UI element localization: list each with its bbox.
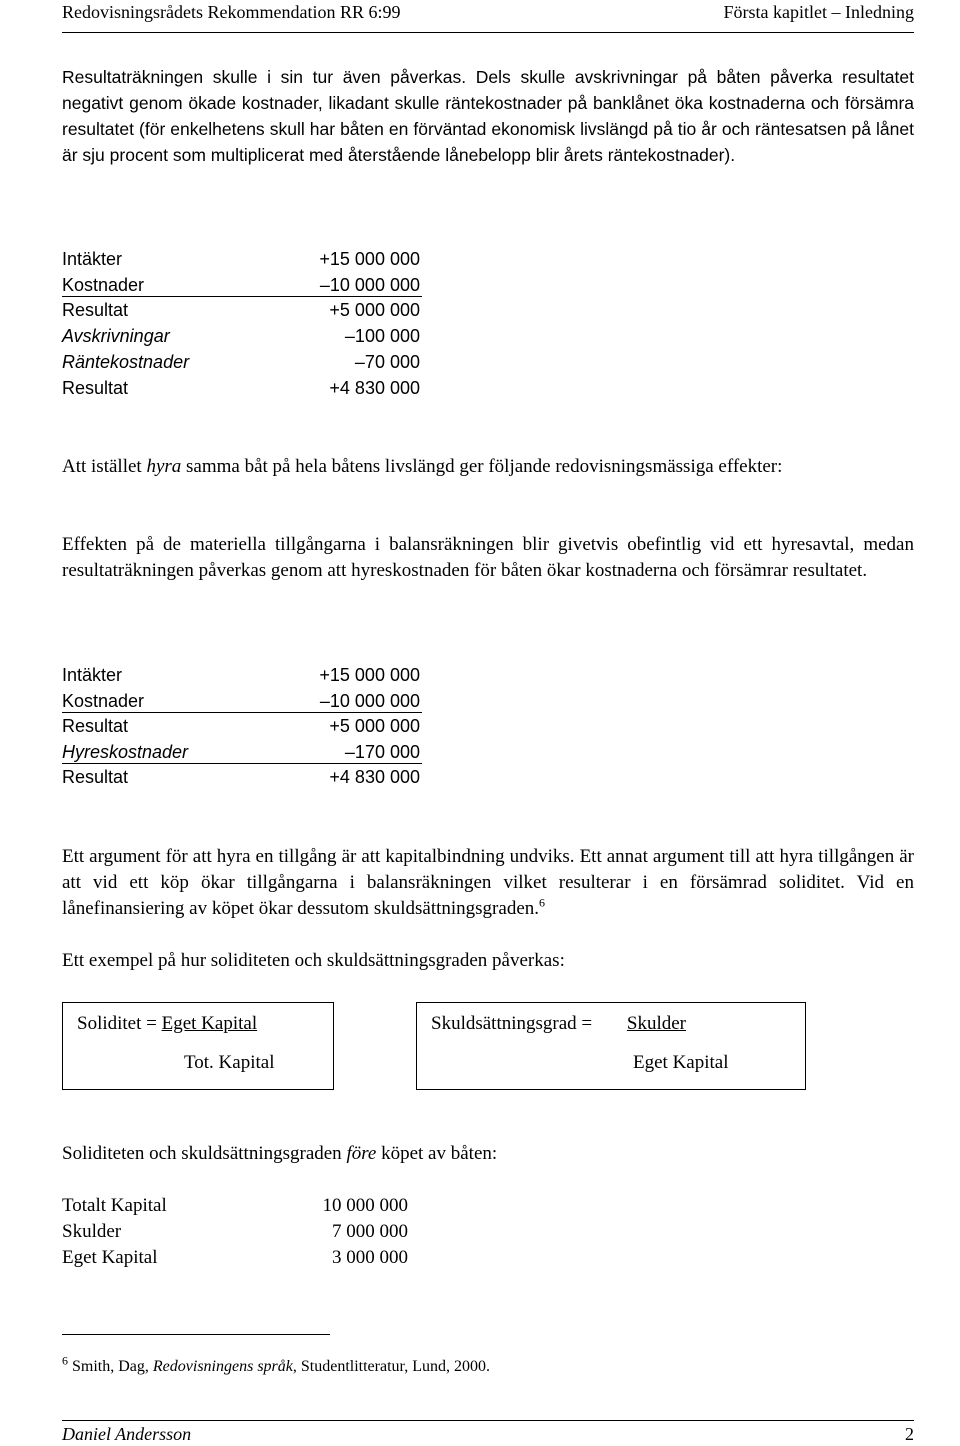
row-label: Hyreskostnader: [62, 742, 189, 762]
table-row: [62, 349, 422, 375]
table-row: [62, 246, 422, 272]
table-row: [62, 323, 422, 349]
row-label: Intäkter: [62, 665, 123, 685]
row-value: +5 000 000: [329, 716, 420, 736]
header-title: Redovisningsrådets Rekommendation RR 6:99: [62, 2, 401, 22]
header-divider: [62, 32, 914, 33]
text-segment: köpet av båten:: [376, 1143, 498, 1164]
emphasis: hyra: [146, 456, 182, 477]
paragraph-arguments: [62, 844, 914, 922]
formula-numerator-line: [431, 1013, 712, 1035]
row-value: –170 000: [344, 742, 420, 762]
formula-numerator-line: [77, 1013, 257, 1035]
row-label: Resultat: [62, 767, 129, 787]
row-value: +4 830 000: [329, 378, 420, 398]
footnote: [62, 1353, 490, 1376]
row-label: Avskrivningar: [62, 326, 170, 346]
page-number: 2: [905, 1424, 914, 1444]
row-label: Kostnader: [62, 691, 145, 711]
capital-table: [62, 1193, 410, 1271]
formula-box-soliditet: [62, 1002, 334, 1090]
formula-box-skuldsattningsgrad: [416, 1002, 806, 1090]
table-row: [62, 1219, 410, 1245]
page-footer: [62, 1424, 914, 1446]
paragraph-rent-effect: Effekten på de materiella tillgångarna i balansräkningen blir givetvis obefintlig vid ett hyresavtal, medan resultaträkningen påverkas genom att hyreskostnaden för båten ökar kostnaderna och försämrar resultatet.: [62, 534, 914, 581]
income-table-purchase: [62, 246, 422, 401]
text-segment: , Studentlitteratur, Lund, 2000.: [292, 1358, 490, 1375]
formula-label: Skuldsättningsgrad =: [431, 1013, 597, 1034]
table-row: [62, 1245, 410, 1271]
footnote-ref[interactable]: 6: [539, 895, 546, 910]
table-row: [62, 739, 422, 764]
row-value: –70 000: [354, 352, 420, 372]
row-value: +5 000 000: [329, 300, 420, 320]
row-value: +4 830 000: [329, 767, 420, 787]
row-label: Intäkter: [62, 249, 123, 269]
footnote-title: Redovisningens språk: [152, 1358, 293, 1375]
formula-denominator: Eget Kapital: [633, 1052, 729, 1073]
footnote-separator: [62, 1334, 330, 1335]
row-label: Resultat: [62, 300, 129, 320]
formula-label: Soliditet =: [77, 1013, 162, 1034]
table-row: [62, 713, 422, 739]
row-label: Totalt Kapital: [62, 1195, 167, 1216]
footer-divider: [62, 1420, 914, 1421]
table-row: [62, 662, 422, 688]
row-value: 10 000 000: [322, 1195, 408, 1216]
income-table-rent: [62, 662, 422, 790]
text-segment: Smith, Dag,: [72, 1358, 153, 1375]
paragraph-intro: Resultaträkningen skulle i sin tur även påverkas. Dels skulle avskrivningar på båten påverka resultatet negativt genom ökade kostnader, likadant skulle räntekostnader på banklånet öka kostnaderna och försämra resultatet (för enkelhetens skull har båten en förväntad ekonomisk livslängd på tio år och räntesatsen på lånet är sju procent som multiplicerat med återstående lånebelopp blir årets räntekostnader).: [62, 67, 914, 165]
paragraph-rent-intro: [62, 454, 914, 480]
row-label: Eget Kapital: [62, 1247, 158, 1268]
row-value: +15 000 000: [319, 665, 420, 685]
footer-author: Daniel Andersson: [62, 1424, 192, 1444]
footnote-number: 6: [62, 1353, 68, 1368]
row-label: Skulder: [62, 1221, 122, 1242]
emphasis: före: [346, 1143, 377, 1164]
table-row: [62, 375, 422, 401]
table-row: [62, 688, 422, 713]
table-row: [62, 764, 422, 790]
row-value: –10 000 000: [319, 691, 420, 711]
row-value: 3 000 000: [332, 1247, 408, 1268]
text-segment: Ett argument för att hyra en tillgång är att kapitalbindning undviks. Ett annat argument till att hyra tillgången är att vid ett köp ökar tillgångarna i balansräkningen vilket resulterar i en försämrad soliditet. Vid en lånefinansiering av köpet ökar dessutom skuldsättningsgraden.: [62, 846, 914, 919]
row-label: Räntekostnader: [62, 352, 190, 372]
row-label: Resultat: [62, 378, 129, 398]
row-label: Resultat: [62, 716, 129, 736]
row-value: –100 000: [344, 326, 420, 346]
paragraph-example-intro: Ett exempel på hur soliditeten och skuldsättningsgraden påverkas:: [62, 950, 565, 971]
page-header: [62, 2, 914, 28]
text-segment: samma båt på hela båtens livslängd ger följande redovisningsmässiga effekter:: [181, 456, 783, 477]
table-row: [62, 297, 422, 323]
text-segment: Att istället: [62, 456, 147, 477]
row-value: 7 000 000: [332, 1221, 408, 1242]
paragraph-before-purchase: [62, 1141, 914, 1167]
row-value: +15 000 000: [319, 249, 420, 269]
formula-denominator: Tot. Kapital: [184, 1052, 275, 1073]
table-row: [62, 1193, 410, 1219]
formula-numerator: Eget Kapital: [161, 1013, 258, 1034]
row-label: Kostnader: [62, 275, 145, 295]
formula-numerator: Skulder: [626, 1013, 686, 1034]
row-value: –10 000 000: [319, 275, 420, 295]
text-segment: Soliditeten och skuldsättningsgraden: [62, 1143, 347, 1164]
header-chapter: Första kapitlet – Inledning: [723, 2, 914, 22]
table-row: [62, 272, 422, 297]
